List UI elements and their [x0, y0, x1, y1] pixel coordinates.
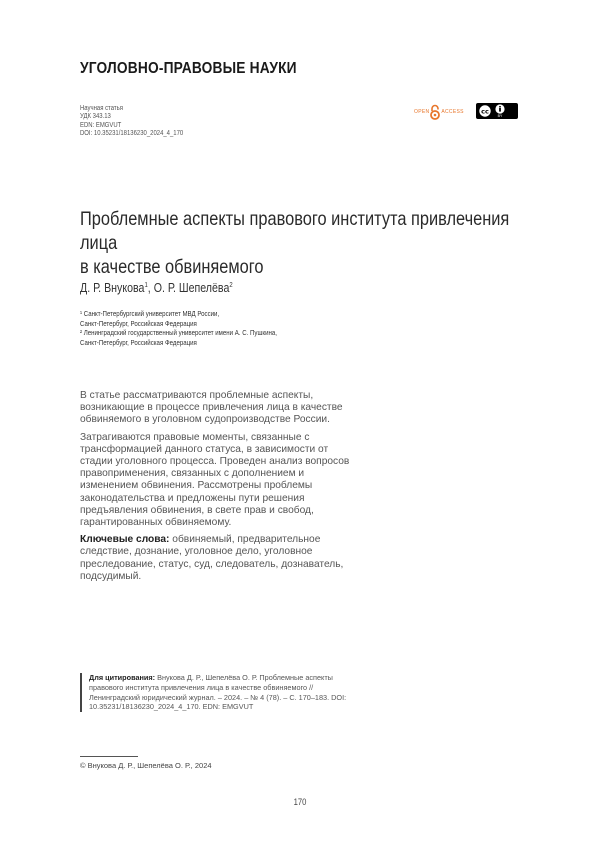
citation-box [80, 673, 362, 712]
citation-label: Для цитирования: [89, 673, 156, 682]
copyright-notice: © Внукова Д. Р., Шепелёва О. Р., 2024 [80, 761, 212, 770]
author-1: Д. Р. Внукова [80, 281, 145, 295]
open-access-text-right: ACCESS [441, 109, 464, 115]
article-title [80, 207, 517, 279]
article-meta [80, 105, 183, 138]
affiliation-1-line-2: Санкт-Петербург, Российская Федерация [80, 318, 197, 328]
attribution-person-icon [495, 104, 505, 114]
page-number: 170 [293, 797, 307, 807]
footnote-divider [80, 756, 138, 757]
abstract-paragraph-2: Затрагиваются правовые моменты, связанные с трансформацией данного статуса, в зависимости от стадии уголовного процесса. Проведен анализ вопросов правоприменения, связанных с дополнением и изменением обвинения. Рассмотрены проблемы законодательства и предложены пути решения предъявления обвинения, в свете прав и свобод, гарантированных обвиняемому. [80, 431, 350, 529]
article-title-line-1: Проблемные аспекты правового института привлечения лица [80, 208, 510, 254]
affiliation-1-line-1: ¹ Санкт-Петербургский университет МВД России, [80, 309, 220, 318]
keywords [80, 534, 350, 583]
section-title: УГОЛОВНО-ПРАВОВЫЕ НАУКИ [80, 60, 297, 77]
svg-text:cc: cc [481, 107, 489, 116]
author-2: О. Р. Шепелёва [153, 281, 230, 295]
edn-code: EDN: EMGVUT [80, 121, 122, 129]
article-type: Научная статья [80, 105, 123, 112]
abstract-paragraph-1: В статье рассматриваются проблемные аспекты, возникающие в процессе привлечения лица в качестве обвиняемого в уголовном судопроизводстве России. [80, 390, 343, 426]
keywords-list: обвиняемый, предварительное следствие, дознание, уголовное дело, уголовное преследование, статус, суд, следователь, дознаватель, подсудимый. [80, 534, 344, 582]
author-1-affil-mark: 1 [144, 281, 148, 289]
keywords-label: Ключевые слова: [80, 534, 170, 546]
cc-by-license-badge[interactable] [476, 103, 518, 119]
cc-by-label: BY [497, 114, 503, 118]
open-access-badge [414, 104, 464, 120]
affiliation-2-line-1: ² Ленинградский государственный университет имени А. С. Пушкина, [80, 328, 277, 338]
article-title-line-2: в качестве обвиняемого [80, 256, 264, 278]
open-access-text-left: OPEN [414, 109, 430, 115]
authors: Д. Р. Внукова$^1$, О. Р. Шепелёва$^2$ [80, 281, 233, 295]
affiliation-2-line-2: Санкт-Петербург, Российская Федерация [80, 337, 197, 347]
author-2-affil-mark: 2 [229, 281, 233, 289]
citation-text: Внукова Д. Р., Шепелёва О. Р. Проблемные аспекты правового института привлечения лица в качестве обвиняемого // Ленинградский юридический журнал. – 2024. – № 4 (78). – С. 170–183. DOI: 10.35231/18136230_2024_4_170. EDN: EMGVUT [89, 673, 347, 712]
udc-code: УДК 343.13 [80, 113, 111, 121]
doi-code: DOI: 10.35231/18136230_2024_4_170 [80, 129, 184, 137]
abstract [80, 390, 350, 588]
cc-icon [478, 104, 492, 118]
affiliations [80, 309, 277, 347]
open-access-lock-icon [429, 104, 441, 120]
